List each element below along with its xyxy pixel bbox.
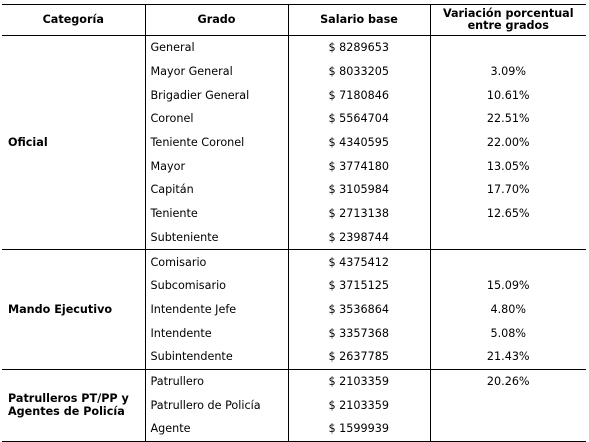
variacion-cell: 22.00% bbox=[430, 131, 586, 155]
salario-cell: $ 5564704 bbox=[288, 107, 430, 131]
salario-cell: $ 8289653 bbox=[288, 36, 430, 60]
table-row bbox=[2, 369, 586, 393]
variacion-cell: 20.26% bbox=[430, 369, 586, 393]
grado-cell: Intendente bbox=[145, 321, 288, 345]
variacion-cell bbox=[430, 393, 586, 417]
grado-cell: Subintendente bbox=[145, 345, 288, 369]
variacion-cell: 10.61% bbox=[430, 83, 586, 107]
salario-cell: $ 4375412 bbox=[288, 250, 430, 274]
salario-cell: $ 2103359 bbox=[288, 369, 430, 393]
variacion-cell: 5.08% bbox=[430, 321, 586, 345]
salary-table bbox=[2, 4, 586, 442]
category-cell: Patrulleros PT/PP y Agentes de Policía bbox=[2, 369, 145, 441]
grado-cell: Mayor General bbox=[145, 60, 288, 84]
grado-cell: General bbox=[145, 36, 288, 60]
salario-cell: $ 2398744 bbox=[288, 226, 430, 250]
header-categoria: Categoría bbox=[2, 5, 145, 36]
header-salario-base: Salario base bbox=[288, 5, 430, 36]
salario-cell: $ 4340595 bbox=[288, 131, 430, 155]
salario-cell: $ 2713138 bbox=[288, 202, 430, 226]
table-header bbox=[2, 5, 586, 36]
salario-cell: $ 3715125 bbox=[288, 274, 430, 298]
variacion-cell: 3.09% bbox=[430, 60, 586, 84]
grado-cell: Subcomisario bbox=[145, 274, 288, 298]
grado-cell: Patrullero de Policía bbox=[145, 393, 288, 417]
grado-cell: Agente bbox=[145, 417, 288, 441]
variacion-cell: 22.51% bbox=[430, 107, 586, 131]
variacion-cell: 4.80% bbox=[430, 298, 586, 322]
grado-cell: Teniente bbox=[145, 202, 288, 226]
table-body bbox=[2, 36, 586, 442]
variacion-cell bbox=[430, 226, 586, 250]
salario-cell: $ 2637785 bbox=[288, 345, 430, 369]
grado-cell: Coronel bbox=[145, 107, 288, 131]
salario-cell: $ 1599939 bbox=[288, 417, 430, 441]
table-row bbox=[2, 250, 586, 274]
grado-cell: Comisario bbox=[145, 250, 288, 274]
variacion-cell bbox=[430, 417, 586, 441]
variacion-cell: 17.70% bbox=[430, 178, 586, 202]
header-row bbox=[2, 5, 586, 36]
salario-cell: $ 3357368 bbox=[288, 321, 430, 345]
table-row bbox=[2, 36, 586, 60]
grado-cell: Patrullero bbox=[145, 369, 288, 393]
variacion-cell: 21.43% bbox=[430, 345, 586, 369]
grado-cell: Mayor bbox=[145, 154, 288, 178]
grado-cell: Subteniente bbox=[145, 226, 288, 250]
variacion-cell bbox=[430, 36, 586, 60]
category-cell: Oficial bbox=[2, 36, 145, 250]
salario-cell: $ 3105984 bbox=[288, 178, 430, 202]
grado-cell: Brigadier General bbox=[145, 83, 288, 107]
salario-cell: $ 7180846 bbox=[288, 83, 430, 107]
variacion-cell: 12.65% bbox=[430, 202, 586, 226]
grado-cell: Intendente Jefe bbox=[145, 298, 288, 322]
grado-cell: Capitán bbox=[145, 178, 288, 202]
salario-cell: $ 3774180 bbox=[288, 154, 430, 178]
variacion-cell: 13.05% bbox=[430, 154, 586, 178]
salario-cell: $ 2103359 bbox=[288, 393, 430, 417]
salario-cell: $ 3536864 bbox=[288, 298, 430, 322]
category-cell: Mando Ejecutivo bbox=[2, 250, 145, 369]
variacion-cell bbox=[430, 250, 586, 274]
header-variacion: Variación porcentual entre grados bbox=[430, 5, 586, 36]
variacion-cell: 15.09% bbox=[430, 274, 586, 298]
grado-cell: Teniente Coronel bbox=[145, 131, 288, 155]
salario-cell: $ 8033205 bbox=[288, 60, 430, 84]
header-grado: Grado bbox=[145, 5, 288, 36]
